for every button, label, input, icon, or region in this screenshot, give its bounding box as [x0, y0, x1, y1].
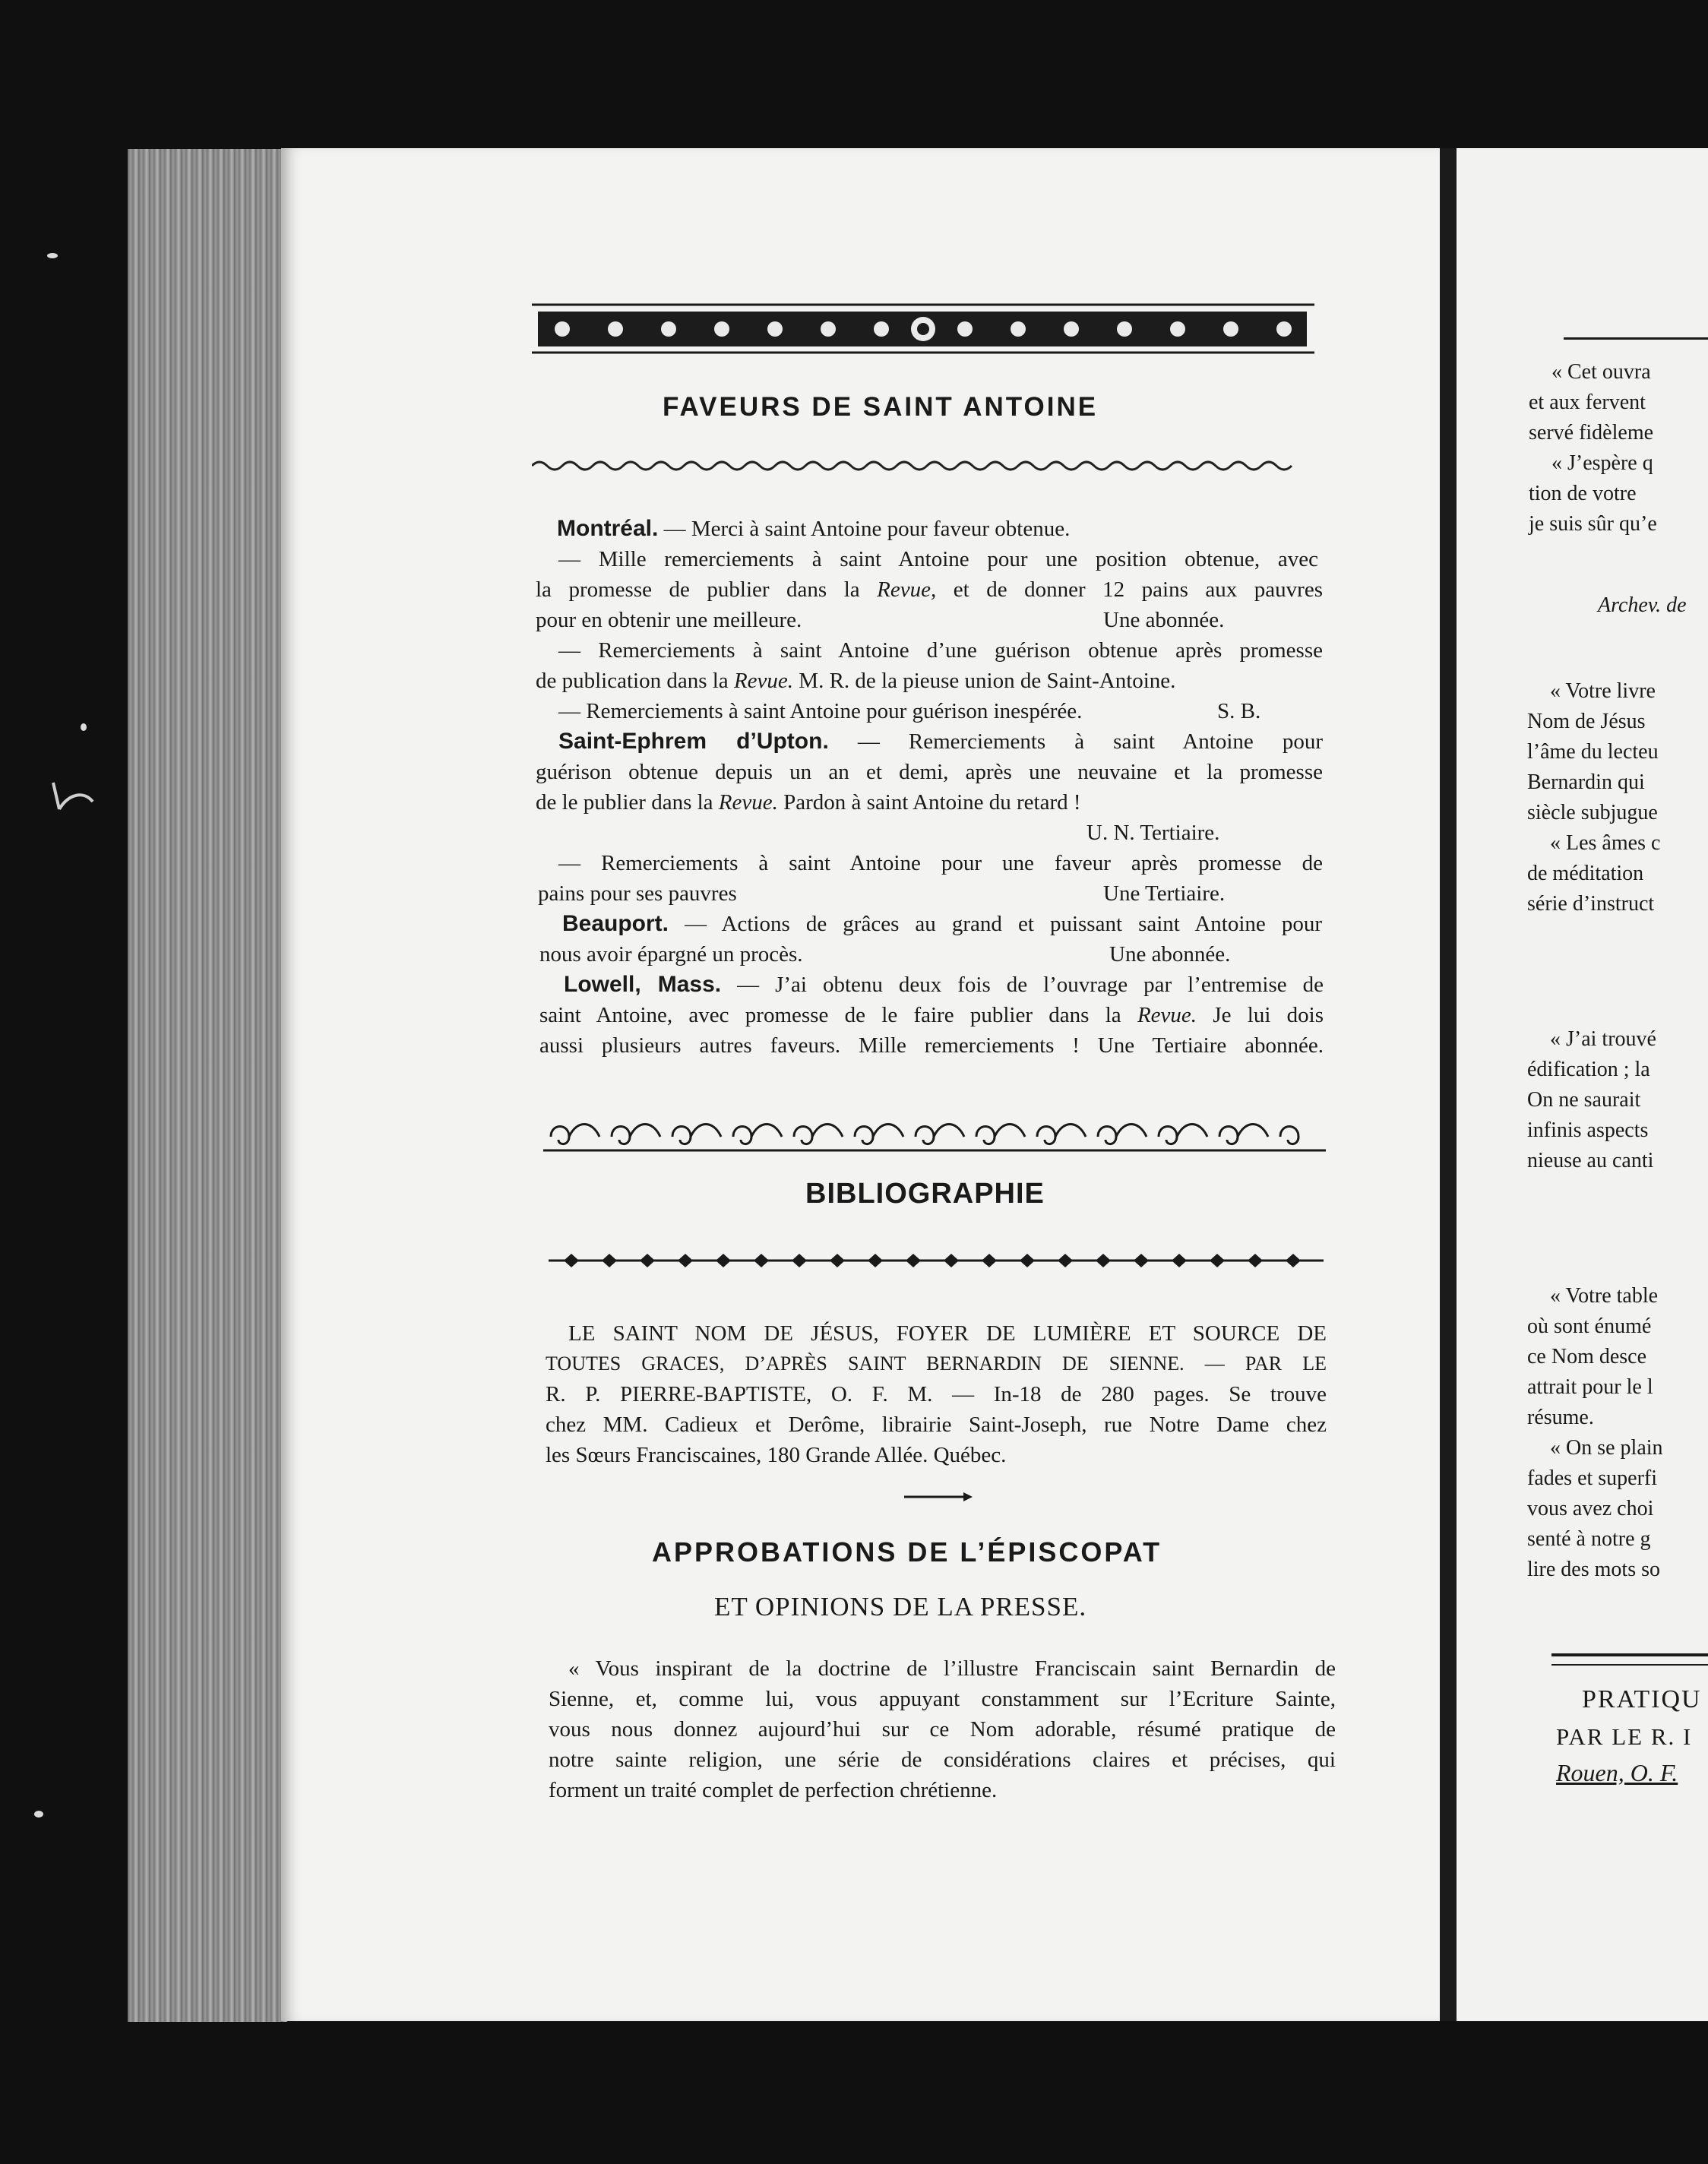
right-line: infinis aspects — [1527, 1118, 1649, 1142]
right-line: ce Nom desce — [1527, 1345, 1647, 1368]
right-line: et aux fervent — [1529, 391, 1646, 414]
chain-ornament-divider — [549, 1250, 1324, 1271]
right-double-rule — [1551, 1653, 1708, 1666]
biblio-line: LE SAINT NOM DE JÉSUS, FOYER DE LUMIÈRE ET SOURCE DE — [568, 1321, 1327, 1346]
right-line: où sont énumé — [1527, 1315, 1652, 1338]
right-line: « J’ai trouvé — [1550, 1027, 1656, 1051]
entry-signature: U. N. Tertiaire. — [1086, 821, 1220, 845]
approbations-title: APPROBATIONS DE L’ÉPISCOPAT — [652, 1536, 1162, 1568]
place-name: Lowell, Mass. — [564, 972, 722, 997]
right-line: série d’instruct — [1527, 892, 1655, 916]
entry-text: Je lui dois — [1197, 1003, 1324, 1027]
biblio-line: TOUTES GRACES, D’APRÈS SAINT BERNARDIN DE SIENNE. — PAR LE — [546, 1352, 1327, 1375]
right-line: Nom de Jésus — [1527, 710, 1646, 733]
background-scratch — [46, 779, 99, 817]
entry-text: Pardon à saint Antoine du retard ! — [777, 790, 1081, 815]
entry-text: — Remerciements à saint Antoine pour — [828, 729, 1323, 754]
right-block-4 — [1527, 1281, 1663, 1585]
right-line: fades et superfi — [1527, 1466, 1658, 1490]
entry-signature: S. B. — [1217, 699, 1261, 723]
dash-ornament — [903, 1491, 976, 1503]
entry-line: — Mille remerciements à saint Antoine pour une position obtenue, avec — [558, 547, 1318, 571]
entry-lowell — [564, 970, 1324, 1000]
entry-line: guérison obtenue depuis un an et demi, après une neuvaine et la promesse — [536, 760, 1323, 784]
approb-line: vous nous donnez aujourd’hui sur ce Nom adorable, résumé pratique de — [549, 1717, 1336, 1742]
revue-italic: Revue. — [733, 669, 794, 693]
entry-line — [536, 666, 1175, 696]
approbations-subtitle: ET OPINIONS DE LA PRESSE. — [714, 1592, 1087, 1621]
right-line: attrait pour le l — [1527, 1375, 1653, 1399]
entry-beauport — [562, 909, 1322, 939]
entry-signature: Une abonnée. — [1109, 942, 1231, 967]
entry-text: et de donner 12 pains aux pauvres — [936, 577, 1323, 602]
bibliographie-title: BIBLIOGRAPHIE — [805, 1178, 1045, 1210]
entry-text: de le publier dans la — [536, 790, 719, 815]
entry-line: pains pour ses pauvres — [538, 881, 737, 906]
right-footer-place: Rouen, O. F. — [1556, 1759, 1678, 1786]
right-signature: Archev. de — [1598, 593, 1687, 617]
entry-text: — Merci à saint Antoine pour faveur obtenue. — [658, 517, 1071, 541]
approb-line: Sienne, et, comme lui, vous appuyant constamment sur l’Ecriture Sainte, — [549, 1687, 1336, 1711]
right-line: « Votre table — [1550, 1284, 1659, 1308]
entry-text: — Actions de grâces au grand et puissant saint Antoine pour — [669, 912, 1322, 936]
biblio-line: chez MM. Cadieux et Derôme, librairie Saint-Joseph, rue Notre Dame chez — [546, 1413, 1327, 1437]
right-line: senté à notre g — [1527, 1527, 1651, 1551]
right-block-1 — [1529, 357, 1657, 539]
right-top-rule — [1564, 337, 1708, 340]
right-line: édification ; la — [1527, 1058, 1650, 1081]
place-name: Saint-Ephrem d’Upton. — [558, 729, 829, 754]
biblio-line: les Sœurs Franciscaines, 180 Grande Allée. Québec. — [546, 1443, 1007, 1467]
entry-line — [536, 574, 1323, 605]
entry-signature: Une abonnée. — [1103, 608, 1225, 632]
right-line: « J’espère q — [1551, 451, 1653, 475]
entry-text: M. R. de la pieuse union de Saint-Antoine. — [793, 669, 1176, 693]
background-speck — [34, 1811, 43, 1818]
revue-italic: Revue. — [718, 790, 778, 815]
place-name: Montréal. — [557, 516, 659, 541]
right-line: tion de votre — [1529, 482, 1637, 505]
entry-line: nous avoir épargné un procès. — [539, 942, 803, 967]
right-line: l’âme du lecteu — [1527, 740, 1659, 764]
right-line: siècle subjugue — [1527, 801, 1658, 824]
entry-text: de publication dans la — [536, 669, 734, 693]
entry-line: — Remerciements à saint Antoine pour une faveur après promesse de — [558, 851, 1323, 875]
entry-signature: Une Tertiaire. — [1103, 881, 1226, 906]
right-line: « Cet ouvra — [1551, 360, 1651, 384]
book-page-edges — [128, 149, 287, 2022]
top-ornament-band — [532, 302, 1314, 356]
right-line: servé fidèleme — [1529, 421, 1654, 445]
right-line: résume. — [1527, 1406, 1594, 1429]
approb-line: forment un traité complet de perfection chrétienne. — [549, 1778, 998, 1802]
revue-italic: Revue. — [1137, 1003, 1197, 1027]
entry-line: — Remerciements à saint Antoine pour guérison inespérée. — [558, 699, 1083, 723]
approb-line: notre sainte religion, une série de considérations claires et précises, qui — [549, 1748, 1336, 1772]
right-footer-author: PAR LE R. I — [1556, 1723, 1693, 1750]
right-line: On ne saurait — [1527, 1088, 1641, 1112]
biblio-line: R. P. PIERRE-BAPTISTE, O. F. M. — In-18 de 280 pages. Se trouve — [546, 1382, 1327, 1406]
right-line: « Votre livre — [1550, 679, 1656, 703]
background-speck — [47, 253, 58, 258]
right-line: je suis sûr qu’e — [1529, 512, 1657, 536]
approb-line: « Vous inspirant de la doctrine de l’illustre Franciscain saint Bernardin de — [568, 1656, 1336, 1681]
entry-text: — J’ai obtenu deux fois de l’ouvrage par l’entremise de — [721, 973, 1324, 997]
faveurs-title: FAVEURS DE SAINT ANTOINE — [663, 392, 1099, 422]
book-gutter — [1440, 148, 1457, 2021]
entry-text: la promesse de publier dans la — [536, 577, 878, 602]
entry-line: pour en obtenir une meilleure. — [536, 608, 802, 632]
right-line: nieuse au canti — [1527, 1149, 1654, 1172]
entry-montreal — [557, 514, 1070, 544]
right-line: vous avez choi — [1527, 1497, 1654, 1520]
right-footer-title: PRATIQU — [1582, 1685, 1702, 1713]
revue-italic: Revue, — [877, 577, 937, 602]
right-line: lire des mots so — [1527, 1558, 1660, 1581]
right-line: Bernardin qui — [1527, 770, 1645, 794]
wavy-divider — [532, 454, 1307, 477]
right-line: « On se plain — [1550, 1436, 1663, 1460]
scroll-ornament-divider — [543, 1108, 1326, 1155]
right-line: de méditation — [1527, 862, 1644, 885]
background-speck — [81, 723, 87, 731]
entry-line — [536, 787, 1081, 818]
entry-text: saint Antoine, avec promesse de le faire publier dans la — [539, 1003, 1137, 1027]
entry-line — [539, 1000, 1324, 1030]
right-block-2 — [1527, 676, 1660, 919]
place-name: Beauport. — [562, 911, 669, 936]
right-line: « Les âmes c — [1550, 831, 1661, 855]
entry-saint-ephrem — [558, 726, 1323, 757]
entry-line: aussi plusieurs autres faveurs. Mille remerciements ! Une Tertiaire abonnée. — [539, 1033, 1324, 1058]
entry-line: — Remerciements à saint Antoine d’une guérison obtenue après promesse — [558, 638, 1323, 663]
right-block-3 — [1527, 1024, 1656, 1176]
